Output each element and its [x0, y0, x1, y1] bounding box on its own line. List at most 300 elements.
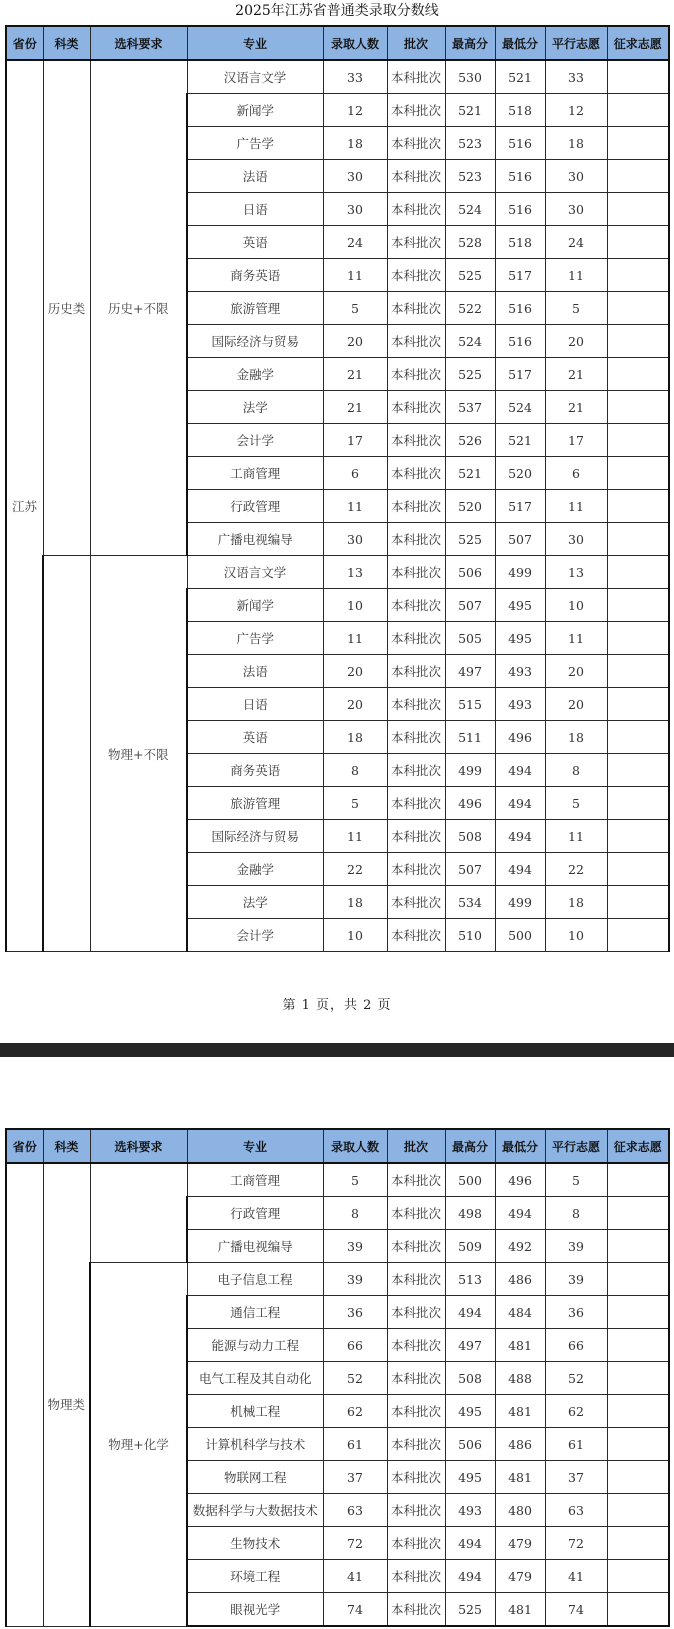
admitted-count-cell: 33	[323, 60, 387, 94]
major-cell: 计算机科学与技术	[187, 1428, 323, 1461]
category-cell	[43, 556, 90, 952]
min-score-cell: 520	[495, 457, 545, 490]
solicit-cell	[607, 127, 669, 160]
major-cell: 广播电视编导	[187, 523, 323, 556]
min-score-cell: 481	[495, 1593, 545, 1627]
major-cell: 汉语言文学	[187, 556, 323, 589]
major-cell: 日语	[187, 193, 323, 226]
min-score-cell: 494	[495, 820, 545, 853]
major-cell: 英语	[187, 226, 323, 259]
max-score-cell: 523	[445, 127, 495, 160]
major-cell: 日语	[187, 688, 323, 721]
batch-cell: 本科批次	[387, 919, 445, 952]
parallel-cell: 52	[545, 1362, 607, 1395]
max-score-cell: 525	[445, 523, 495, 556]
solicit-cell	[607, 1163, 669, 1197]
min-score-cell: 516	[495, 325, 545, 358]
batch-cell: 本科批次	[387, 721, 445, 754]
document-title: 2025年江苏省普通类录取分数线	[235, 3, 439, 19]
solicit-cell	[607, 1197, 669, 1230]
solicit-cell	[607, 424, 669, 457]
solicit-cell	[607, 655, 669, 688]
major-cell: 法学	[187, 391, 323, 424]
admitted-count-cell: 41	[323, 1560, 387, 1593]
table-header-row	[6, 1129, 669, 1163]
parallel-cell: 13	[545, 556, 607, 589]
major-cell: 物联网工程	[187, 1461, 323, 1494]
max-score-cell: 493	[445, 1494, 495, 1527]
max-score-cell: 537	[445, 391, 495, 424]
max-score-cell: 526	[445, 424, 495, 457]
batch-cell: 本科批次	[387, 1230, 445, 1263]
admitted-count-cell: 39	[323, 1230, 387, 1263]
solicit-cell	[607, 1263, 669, 1296]
major-cell: 工商管理	[187, 1163, 323, 1197]
major-cell: 电子信息工程	[187, 1263, 323, 1296]
min-score-cell: 496	[495, 721, 545, 754]
admitted-count-cell: 66	[323, 1329, 387, 1362]
admitted-count-cell: 6	[323, 457, 387, 490]
header-parallel: 平行志愿	[545, 1129, 607, 1163]
batch-cell: 本科批次	[387, 226, 445, 259]
subject-requirement-cell: 物理+化学	[90, 1263, 187, 1627]
header-batch: 批次	[387, 1129, 445, 1163]
min-score-cell: 518	[495, 94, 545, 127]
major-cell: 电气工程及其自动化	[187, 1362, 323, 1395]
max-score-cell: 524	[445, 193, 495, 226]
admitted-count-cell: 61	[323, 1428, 387, 1461]
parallel-cell: 10	[545, 589, 607, 622]
min-score-cell: 499	[495, 886, 545, 919]
solicit-cell	[607, 721, 669, 754]
major-cell: 广告学	[187, 622, 323, 655]
min-score-cell: 493	[495, 688, 545, 721]
header-province: 省份	[6, 26, 43, 60]
header-admitted-count: 录取人数	[323, 1129, 387, 1163]
batch-cell: 本科批次	[387, 754, 445, 787]
solicit-cell	[607, 820, 669, 853]
max-score-cell: 494	[445, 1296, 495, 1329]
max-score-cell: 506	[445, 556, 495, 589]
min-score-cell: 521	[495, 424, 545, 457]
admitted-count-cell: 17	[323, 424, 387, 457]
solicit-cell	[607, 325, 669, 358]
batch-cell: 本科批次	[387, 1395, 445, 1428]
admitted-count-cell: 30	[323, 160, 387, 193]
batch-cell: 本科批次	[387, 523, 445, 556]
major-cell: 金融学	[187, 358, 323, 391]
max-score-cell: 525	[445, 358, 495, 391]
batch-cell: 本科批次	[387, 1362, 445, 1395]
max-score-cell: 508	[445, 820, 495, 853]
subject-requirement-cell	[90, 1163, 187, 1263]
header-min-score: 最低分	[495, 1129, 545, 1163]
batch-cell: 本科批次	[387, 853, 445, 886]
batch-cell: 本科批次	[387, 1197, 445, 1230]
admitted-count-cell: 22	[323, 853, 387, 886]
admitted-count-cell: 18	[323, 721, 387, 754]
admitted-count-cell: 13	[323, 556, 387, 589]
header-max-score: 最高分	[445, 1129, 495, 1163]
batch-cell: 本科批次	[387, 325, 445, 358]
solicit-cell	[607, 1428, 669, 1461]
max-score-cell: 520	[445, 490, 495, 523]
solicit-cell	[607, 1362, 669, 1395]
table-row	[6, 1263, 669, 1296]
batch-cell: 本科批次	[387, 1560, 445, 1593]
admitted-count-cell: 39	[323, 1263, 387, 1296]
province-cell	[6, 1163, 43, 1626]
min-score-cell: 494	[495, 754, 545, 787]
parallel-cell: 11	[545, 820, 607, 853]
admitted-count-cell: 12	[323, 94, 387, 127]
admitted-count-cell: 8	[323, 754, 387, 787]
solicit-cell	[607, 358, 669, 391]
major-cell: 行政管理	[187, 490, 323, 523]
min-score-cell: 492	[495, 1230, 545, 1263]
major-cell: 国际经济与贸易	[187, 820, 323, 853]
major-cell: 工商管理	[187, 457, 323, 490]
major-cell: 英语	[187, 721, 323, 754]
major-cell: 会计学	[187, 424, 323, 457]
parallel-cell: 66	[545, 1329, 607, 1362]
min-score-cell: 493	[495, 655, 545, 688]
max-score-cell: 530	[445, 60, 495, 94]
min-score-cell: 500	[495, 919, 545, 952]
min-score-cell: 494	[495, 787, 545, 820]
batch-cell: 本科批次	[387, 60, 445, 94]
admitted-count-cell: 74	[323, 1593, 387, 1627]
batch-cell: 本科批次	[387, 1263, 445, 1296]
admitted-count-cell: 36	[323, 1296, 387, 1329]
major-cell: 新闻学	[187, 94, 323, 127]
batch-cell: 本科批次	[387, 787, 445, 820]
major-cell: 机械工程	[187, 1395, 323, 1428]
parallel-cell: 18	[545, 886, 607, 919]
header-subject-requirement: 选科要求	[90, 1129, 187, 1163]
major-cell: 法语	[187, 160, 323, 193]
category-cell: 物理类	[43, 1163, 90, 1626]
admitted-count-cell: 5	[323, 292, 387, 325]
min-score-cell: 494	[495, 853, 545, 886]
min-score-cell: 495	[495, 589, 545, 622]
min-score-cell: 479	[495, 1527, 545, 1560]
header-solicit: 征求志愿	[607, 26, 669, 60]
max-score-cell: 534	[445, 886, 495, 919]
admitted-count-cell: 10	[323, 589, 387, 622]
min-score-cell: 517	[495, 490, 545, 523]
parallel-cell: 21	[545, 391, 607, 424]
major-cell: 新闻学	[187, 589, 323, 622]
min-score-cell: 517	[495, 358, 545, 391]
solicit-cell	[607, 787, 669, 820]
solicit-cell	[607, 853, 669, 886]
parallel-cell: 24	[545, 226, 607, 259]
solicit-cell	[607, 1494, 669, 1527]
major-cell: 商务英语	[187, 259, 323, 292]
min-score-cell: 518	[495, 226, 545, 259]
admitted-count-cell: 24	[323, 226, 387, 259]
parallel-cell: 18	[545, 721, 607, 754]
header-province: 省份	[6, 1129, 43, 1163]
solicit-cell	[607, 391, 669, 424]
min-score-cell: 488	[495, 1362, 545, 1395]
major-cell: 通信工程	[187, 1296, 323, 1329]
batch-cell: 本科批次	[387, 886, 445, 919]
batch-cell: 本科批次	[387, 358, 445, 391]
major-cell: 环境工程	[187, 1560, 323, 1593]
max-score-cell: 507	[445, 589, 495, 622]
header-max-score: 最高分	[445, 26, 495, 60]
min-score-cell: 521	[495, 60, 545, 94]
solicit-cell	[607, 94, 669, 127]
admitted-count-cell: 21	[323, 391, 387, 424]
min-score-cell: 516	[495, 160, 545, 193]
batch-cell: 本科批次	[387, 1494, 445, 1527]
max-score-cell: 525	[445, 259, 495, 292]
major-cell: 眼视光学	[187, 1593, 323, 1627]
parallel-cell: 33	[545, 60, 607, 94]
parallel-cell: 5	[545, 1163, 607, 1197]
min-score-cell: 481	[495, 1395, 545, 1428]
admission-table-page-1	[5, 25, 670, 952]
max-score-cell: 494	[445, 1527, 495, 1560]
max-score-cell: 497	[445, 655, 495, 688]
major-cell: 旅游管理	[187, 787, 323, 820]
solicit-cell	[607, 919, 669, 952]
max-score-cell: 506	[445, 1428, 495, 1461]
solicit-cell	[607, 754, 669, 787]
major-cell: 法语	[187, 655, 323, 688]
max-score-cell: 510	[445, 919, 495, 952]
header-min-score: 最低分	[495, 26, 545, 60]
solicit-cell	[607, 1395, 669, 1428]
subject-requirement-cell: 物理+不限	[90, 556, 187, 952]
solicit-cell	[607, 1461, 669, 1494]
major-cell: 广播电视编导	[187, 1230, 323, 1263]
parallel-cell: 17	[545, 424, 607, 457]
admitted-count-cell: 30	[323, 523, 387, 556]
parallel-cell: 39	[545, 1263, 607, 1296]
max-score-cell: 499	[445, 754, 495, 787]
batch-cell: 本科批次	[387, 1428, 445, 1461]
max-score-cell: 521	[445, 457, 495, 490]
min-score-cell: 499	[495, 556, 545, 589]
solicit-cell	[607, 60, 669, 94]
batch-cell: 本科批次	[387, 259, 445, 292]
max-score-cell: 511	[445, 721, 495, 754]
parallel-cell: 61	[545, 1428, 607, 1461]
admitted-count-cell: 72	[323, 1527, 387, 1560]
category-cell: 历史类	[43, 60, 90, 556]
parallel-cell: 62	[545, 1395, 607, 1428]
max-score-cell: 513	[445, 1263, 495, 1296]
header-parallel: 平行志愿	[545, 26, 607, 60]
major-cell: 金融学	[187, 853, 323, 886]
admitted-count-cell: 20	[323, 655, 387, 688]
admitted-count-cell: 5	[323, 787, 387, 820]
max-score-cell: 523	[445, 160, 495, 193]
parallel-cell: 20	[545, 655, 607, 688]
admitted-count-cell: 11	[323, 259, 387, 292]
major-cell: 行政管理	[187, 1197, 323, 1230]
max-score-cell: 495	[445, 1461, 495, 1494]
province-cell: 江苏	[6, 60, 43, 952]
solicit-cell	[607, 193, 669, 226]
solicit-cell	[607, 490, 669, 523]
parallel-cell: 11	[545, 259, 607, 292]
max-score-cell: 494	[445, 1560, 495, 1593]
major-cell: 生物技术	[187, 1527, 323, 1560]
max-score-cell: 507	[445, 853, 495, 886]
solicit-cell	[607, 1593, 669, 1627]
batch-cell: 本科批次	[387, 424, 445, 457]
min-score-cell: 524	[495, 391, 545, 424]
parallel-cell: 5	[545, 787, 607, 820]
solicit-cell	[607, 886, 669, 919]
max-score-cell: 500	[445, 1163, 495, 1197]
batch-cell: 本科批次	[387, 688, 445, 721]
admitted-count-cell: 52	[323, 1362, 387, 1395]
min-score-cell: 516	[495, 127, 545, 160]
header-category: 科类	[43, 1129, 90, 1163]
parallel-cell: 41	[545, 1560, 607, 1593]
admitted-count-cell: 18	[323, 127, 387, 160]
table-row	[6, 60, 669, 94]
max-score-cell: 497	[445, 1329, 495, 1362]
batch-cell: 本科批次	[387, 94, 445, 127]
batch-cell: 本科批次	[387, 160, 445, 193]
min-score-cell: 507	[495, 523, 545, 556]
max-score-cell: 522	[445, 292, 495, 325]
admitted-count-cell: 11	[323, 490, 387, 523]
header-solicit: 征求志愿	[607, 1129, 669, 1163]
min-score-cell: 486	[495, 1428, 545, 1461]
solicit-cell	[607, 457, 669, 490]
parallel-cell: 5	[545, 292, 607, 325]
table-row	[6, 556, 669, 589]
max-score-cell: 496	[445, 787, 495, 820]
parallel-cell: 37	[545, 1461, 607, 1494]
parallel-cell: 12	[545, 94, 607, 127]
admitted-count-cell: 21	[323, 358, 387, 391]
admitted-count-cell: 20	[323, 325, 387, 358]
parallel-cell: 72	[545, 1527, 607, 1560]
min-score-cell: 480	[495, 1494, 545, 1527]
solicit-cell	[607, 1329, 669, 1362]
max-score-cell: 521	[445, 94, 495, 127]
major-cell: 数据科学与大数据技术	[187, 1494, 323, 1527]
max-score-cell: 509	[445, 1230, 495, 1263]
admitted-count-cell: 8	[323, 1197, 387, 1230]
batch-cell: 本科批次	[387, 1593, 445, 1627]
major-cell: 广告学	[187, 127, 323, 160]
header-major: 专业	[187, 1129, 323, 1163]
page-footer: 第 1 页，共 2 页	[282, 998, 392, 1013]
major-cell: 旅游管理	[187, 292, 323, 325]
min-score-cell: 495	[495, 622, 545, 655]
solicit-cell	[607, 1230, 669, 1263]
batch-cell: 本科批次	[387, 1329, 445, 1362]
table-row	[6, 1163, 669, 1197]
parallel-cell: 8	[545, 1197, 607, 1230]
parallel-cell: 21	[545, 358, 607, 391]
batch-cell: 本科批次	[387, 589, 445, 622]
min-score-cell: 496	[495, 1163, 545, 1197]
batch-cell: 本科批次	[387, 1461, 445, 1494]
batch-cell: 本科批次	[387, 1527, 445, 1560]
min-score-cell: 479	[495, 1560, 545, 1593]
parallel-cell: 39	[545, 1230, 607, 1263]
admitted-count-cell: 5	[323, 1163, 387, 1197]
solicit-cell	[607, 226, 669, 259]
parallel-cell: 63	[545, 1494, 607, 1527]
solicit-cell	[607, 1527, 669, 1560]
batch-cell: 本科批次	[387, 457, 445, 490]
parallel-cell: 6	[545, 457, 607, 490]
parallel-cell: 10	[545, 919, 607, 952]
min-score-cell: 516	[495, 193, 545, 226]
admitted-count-cell: 11	[323, 622, 387, 655]
max-score-cell: 505	[445, 622, 495, 655]
major-cell: 国际经济与贸易	[187, 325, 323, 358]
parallel-cell: 30	[545, 160, 607, 193]
subject-requirement-cell: 历史+不限	[90, 60, 187, 556]
admitted-count-cell: 10	[323, 919, 387, 952]
batch-cell: 本科批次	[387, 127, 445, 160]
solicit-cell	[607, 622, 669, 655]
batch-cell: 本科批次	[387, 622, 445, 655]
max-score-cell: 525	[445, 1593, 495, 1627]
batch-cell: 本科批次	[387, 292, 445, 325]
max-score-cell: 524	[445, 325, 495, 358]
batch-cell: 本科批次	[387, 820, 445, 853]
admitted-count-cell: 30	[323, 193, 387, 226]
batch-cell: 本科批次	[387, 1163, 445, 1197]
batch-cell: 本科批次	[387, 193, 445, 226]
min-score-cell: 484	[495, 1296, 545, 1329]
parallel-cell: 36	[545, 1296, 607, 1329]
admitted-count-cell: 18	[323, 886, 387, 919]
parallel-cell: 11	[545, 490, 607, 523]
batch-cell: 本科批次	[387, 391, 445, 424]
max-score-cell: 495	[445, 1395, 495, 1428]
max-score-cell: 528	[445, 226, 495, 259]
max-score-cell: 498	[445, 1197, 495, 1230]
major-cell: 能源与动力工程	[187, 1329, 323, 1362]
header-category: 科类	[43, 26, 90, 60]
solicit-cell	[607, 556, 669, 589]
min-score-cell: 494	[495, 1197, 545, 1230]
parallel-cell: 30	[545, 523, 607, 556]
min-score-cell: 481	[495, 1461, 545, 1494]
solicit-cell	[607, 688, 669, 721]
parallel-cell: 18	[545, 127, 607, 160]
parallel-cell: 22	[545, 853, 607, 886]
page-separator	[0, 1043, 674, 1057]
admitted-count-cell: 63	[323, 1494, 387, 1527]
batch-cell: 本科批次	[387, 1296, 445, 1329]
parallel-cell: 74	[545, 1593, 607, 1627]
major-cell: 商务英语	[187, 754, 323, 787]
header-major: 专业	[187, 26, 323, 60]
parallel-cell: 20	[545, 325, 607, 358]
major-cell: 法学	[187, 886, 323, 919]
major-cell: 会计学	[187, 919, 323, 952]
parallel-cell: 11	[545, 622, 607, 655]
batch-cell: 本科批次	[387, 556, 445, 589]
max-score-cell: 515	[445, 688, 495, 721]
